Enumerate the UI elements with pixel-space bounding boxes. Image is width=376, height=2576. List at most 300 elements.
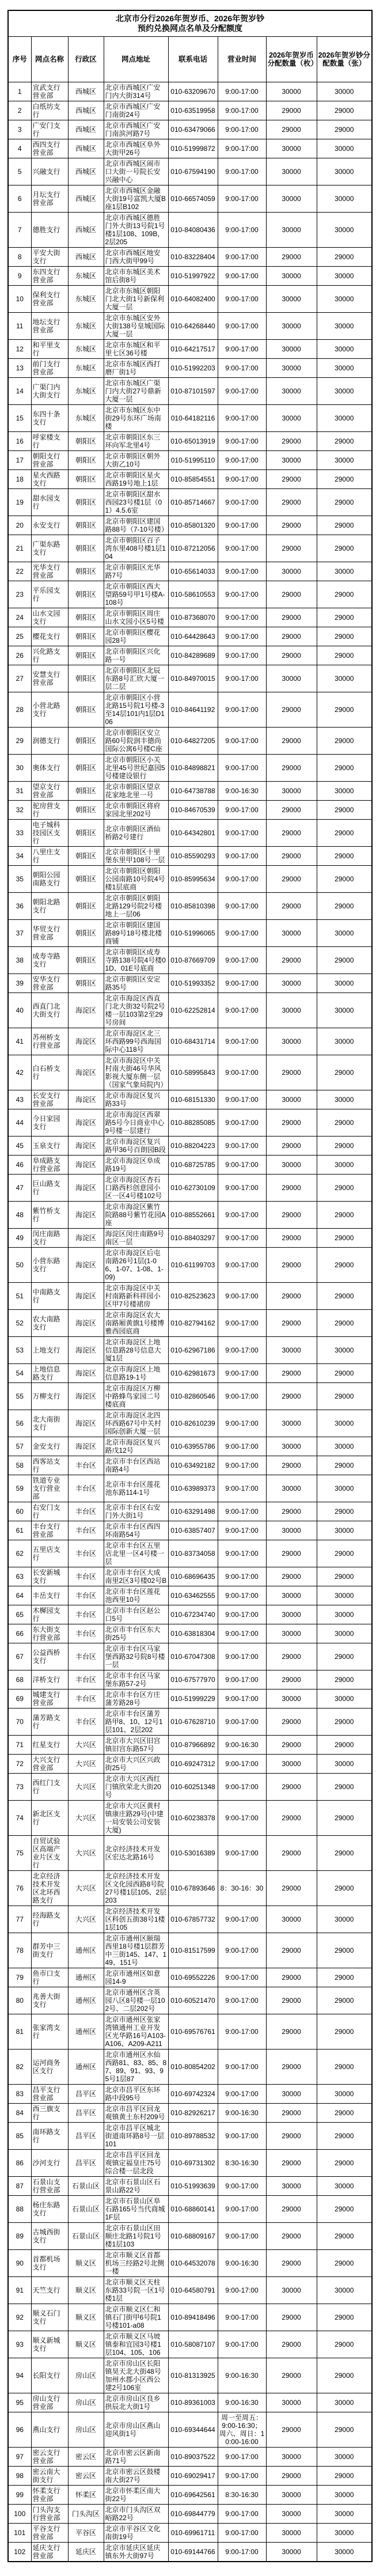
cell-hours: 9:00-17:00 [218, 1643, 266, 1670]
cell-hours: 9:00-17:00 [218, 2505, 266, 2524]
cell-coin-quota: 29000 [266, 1670, 317, 1689]
cell-district: 密云区 [68, 2448, 104, 2467]
cell-index: 93 [8, 2331, 31, 2358]
cell-hours: 9:00-17:00 [218, 101, 266, 120]
cell-index: 50 [8, 1248, 31, 1283]
cell-hours: 9:00-17:00 [218, 1624, 266, 1643]
cell-index: 36 [8, 893, 31, 920]
cell-note-quota: 30000 [317, 1337, 372, 1364]
cell-note-quota: 29000 [317, 516, 372, 535]
table-row [8, 1643, 372, 1670]
table-row [8, 158, 372, 185]
cell-address: 北京市通州区颐瑞西里18号楼1层群芳中三街145、147、149、151号 [104, 1933, 168, 1968]
cell-phone: 010-63209670 [168, 82, 218, 101]
table-row [8, 1137, 372, 1156]
cell-hours: 9:00-17:00 [218, 1310, 266, 1337]
cell-hours: 9:00-17:00 [218, 608, 266, 627]
cell-note-quota: 29000 [317, 248, 372, 267]
cell-index: 15 [8, 405, 31, 432]
cell-address: 北京市东城区西打磨厂街1号 [104, 359, 168, 378]
table-row [8, 139, 372, 158]
table-row [8, 286, 372, 313]
table-row [8, 820, 372, 847]
cell-hours: 9:00-17:00 [218, 1383, 266, 1410]
table-row [8, 1109, 372, 1137]
table-row [8, 1987, 372, 2014]
cell-coin-quota: 29000 [266, 1567, 317, 1586]
cell-note-quota: 29000 [317, 1801, 372, 1836]
cell-branch-name: 城建支行营业部 [31, 1689, 68, 1709]
cell-phone: 010-88285085 [168, 1109, 218, 1137]
table-row [8, 1337, 372, 1364]
cell-coin-quota: 30000 [266, 974, 317, 993]
cell-address: 北京市海淀区北三环西路99号西海国际中心118号 [104, 1028, 168, 1055]
cell-coin-quota: 30000 [266, 340, 317, 359]
cell-phone: 010-67594190 [168, 158, 218, 185]
cell-address: 北京市丰台区右安门外大街1号 [104, 1502, 168, 1521]
cell-address: 北京市东城区东中街29号东环广场南楼 [104, 405, 168, 432]
cell-index: 41 [8, 1028, 31, 1055]
cell-phone: 010-60521470 [168, 1987, 218, 2014]
cell-note-quota: 30000 [317, 2277, 372, 2304]
cell-phone: 010-68809167 [168, 2223, 218, 2250]
cell-note-quota: 29000 [317, 2150, 372, 2177]
table-row [8, 432, 372, 451]
cell-address: 北京市海淀区上地信息路19-1号 [104, 1364, 168, 1383]
cell-note-quota: 30000 [317, 2448, 372, 2467]
cell-hours: 9:00-17:00 [218, 267, 266, 286]
cell-hours: 9:00-16:30 [218, 1736, 266, 1755]
cell-index: 52 [8, 1310, 31, 1337]
table-row [8, 1624, 372, 1643]
branch-allocation-table [7, 10, 373, 2562]
table-row [8, 405, 372, 432]
cell-coin-quota: 29000 [266, 1968, 317, 1987]
cell-index: 22 [8, 562, 31, 581]
cell-hours: 9:00-16:30 [218, 782, 266, 801]
cell-hours: 9:00-17:00 [218, 562, 266, 581]
cell-index: 21 [8, 535, 31, 562]
cell-index: 95 [8, 2393, 31, 2412]
cell-note-quota: 30000 [317, 2505, 372, 2524]
cell-phone: 010-63818304 [168, 1624, 218, 1643]
cell-note-quota: 29000 [317, 1248, 372, 1283]
cell-note-quota: 30000 [317, 1689, 372, 1709]
cell-note-quota: 29000 [317, 1137, 372, 1156]
cell-district: 朝阳区 [68, 665, 104, 692]
cell-coin-quota: 29000 [266, 1643, 317, 1670]
cell-address: 北京市通州区含英园八区8号楼一层102号、二层202号 [104, 1987, 168, 2014]
cell-phone: 010-69344644 [168, 2412, 218, 2448]
cell-address: 北京市朝阳区小关北里45号世纪嘉园5号楼建设银行 [104, 755, 168, 782]
cell-coin-quota: 29000 [266, 516, 317, 535]
cell-branch-name: 首都机场支行 [31, 2250, 68, 2277]
cell-phone: 010-81313925 [168, 2358, 218, 2393]
cell-index: 66 [8, 1624, 31, 1643]
cell-phone: 010-81517599 [168, 1933, 218, 1968]
table-row [8, 82, 372, 101]
table-row [8, 1437, 372, 1456]
cell-address: 北京市延庆区延庆镇东外大街97号 [104, 2543, 168, 2562]
cell-district: 朝阳区 [68, 847, 104, 866]
cell-district: 丰台区 [68, 1502, 104, 1521]
cell-note-quota: 29000 [317, 1055, 372, 1090]
cell-index: 87 [8, 2177, 31, 2196]
cell-district: 朝阳区 [68, 820, 104, 847]
cell-district: 西城区 [68, 185, 104, 213]
cell-address: 北京经济技术开发区宏达北路16号 [104, 1836, 168, 1871]
cell-index: 60 [8, 1502, 31, 1521]
cell-hours: 9:00-17:00 [218, 1987, 266, 2014]
cell-note-quota: 30000 [317, 665, 372, 692]
cell-branch-name: 自贸试验区高端产业片区支行 [31, 1836, 68, 1871]
cell-index: 82 [8, 2050, 31, 2085]
cell-coin-quota: 29000 [266, 820, 317, 847]
cell-phone: 010-67047308 [168, 1643, 218, 1670]
cell-note-quota: 29000 [317, 2223, 372, 2250]
cell-coin-quota: 29000 [266, 728, 317, 755]
cell-phone: 010-89418496 [168, 2304, 218, 2331]
cell-phone: 010-53016389 [168, 1836, 218, 1871]
cell-hours: 9:00-17:00 [218, 581, 266, 608]
cell-note-quota: 29000 [317, 2123, 372, 2150]
cell-note-quota: 30000 [317, 2543, 372, 2562]
cell-coin-quota: 30000 [266, 359, 317, 378]
cell-index: 17 [8, 451, 31, 470]
cell-index: 27 [8, 665, 31, 692]
cell-note-quota: 29000 [317, 692, 372, 728]
cell-phone: 010-65614033 [168, 562, 218, 581]
cell-hours: 9:00-17:00 [218, 82, 266, 101]
cell-index: 23 [8, 581, 31, 608]
cell-branch-name: 巨山路支行 [31, 1175, 68, 1202]
cell-phone: 010-58610553 [168, 581, 218, 608]
cell-index: 84 [8, 2104, 31, 2123]
cell-district: 朝阳区 [68, 782, 104, 801]
cell-index: 67 [8, 1643, 31, 1670]
cell-note-quota: 30000 [317, 562, 372, 581]
table-row [8, 947, 372, 974]
cell-coin-quota: 30000 [266, 1521, 317, 1540]
cell-phone: 010-89361003 [168, 2393, 218, 2412]
table-row [8, 120, 372, 139]
cell-address: 北京市朝阳区百子湾东里408号楼1层104 [104, 535, 168, 562]
title-row [8, 10, 372, 37]
cell-address: 北京市朝阳区小营北路15号院1号楼-3至14层101内1层D106 [104, 692, 168, 728]
cell-hours: 9:00-17:00 [218, 1090, 266, 1109]
table-row [8, 1567, 372, 1586]
cell-branch-name: 地坛支行营业部 [31, 313, 68, 340]
table-row [8, 728, 372, 755]
cell-index: 48 [8, 1202, 31, 1229]
cell-branch-name: 永安支行 [31, 516, 68, 535]
cell-address: 北京市丰台区蒲芳路甲8、10、12号1层101、2层202 [104, 1709, 168, 1736]
table-row [8, 1283, 372, 1310]
cell-hours: 9:00-17:00 [218, 1437, 266, 1456]
cell-district: 海淀区 [68, 1364, 104, 1383]
cell-branch-name: 朝阳北路支行 [31, 893, 68, 920]
cell-index: 18 [8, 470, 31, 489]
cell-district: 丰台区 [68, 1605, 104, 1624]
cell-branch-name: 平谷支行营业部 [31, 2524, 68, 2543]
cell-hours: 9:00-17:00 [218, 1410, 266, 1437]
cell-note-quota: 29000 [317, 608, 372, 627]
cell-hours: 9:00-17:00 [218, 1137, 266, 1156]
cell-address: 北京市东城区安外大街138号皇城国际大厦一层 [104, 313, 168, 340]
cell-phone: 010-60251348 [168, 1774, 218, 1801]
cell-phone: 010-69247312 [168, 1755, 218, 1774]
cell-district: 朝阳区 [68, 692, 104, 728]
cell-hours: 9:00-17:00 [218, 1109, 266, 1137]
cell-coin-quota: 30000 [266, 1156, 317, 1175]
cell-branch-name: 安慧支行营业部 [31, 665, 68, 692]
cell-address: 北京市东城区朝阳门北大街1号新保利大厦一层 [104, 286, 168, 313]
cell-hours: 9:00-17:00 [218, 1229, 266, 1248]
cell-hours: 9:00-17:00 [218, 1586, 266, 1605]
cell-phone: 010-80854202 [168, 2050, 218, 2085]
cell-district: 石景山区 [68, 2177, 104, 2196]
cell-index: 61 [8, 1521, 31, 1540]
cell-address: 北京市朝阳区周庄山水文园小区5号楼 [104, 608, 168, 627]
cell-hours: 9:00-17:00 [218, 2448, 266, 2467]
cell-address: 北京市朝阳区安定路35号 [104, 974, 168, 993]
cell-note-quota: 29000 [317, 1968, 372, 1987]
cell-index: 45 [8, 1137, 31, 1156]
cell-address: 北京市顺义区首都机场三经路2号北侧一楼 [104, 2250, 168, 2277]
cell-phone: 010-89037522 [168, 2448, 218, 2467]
cell-address: 北京市密云区新南路71号 [104, 2448, 168, 2467]
cell-coin-quota: 29000 [266, 1202, 317, 1229]
cell-note-quota: 30000 [317, 2177, 372, 2196]
cell-branch-name: 木樨园支行 [31, 1605, 68, 1624]
cell-coin-quota: 29000 [266, 627, 317, 646]
cell-district: 昌平区 [68, 2150, 104, 2177]
cell-phone: 010-69731302 [168, 2150, 218, 2177]
cell-index: 8 [8, 248, 31, 267]
cell-branch-name: 前门支行营业部 [31, 359, 68, 378]
cell-hours: 9:00-17:00 [218, 451, 266, 470]
cell-hours: 9:00-17:00 [218, 1906, 266, 1933]
cell-district: 大兴区 [68, 1871, 104, 1906]
cell-phone: 010-61199703 [168, 1248, 218, 1283]
cell-index: 31 [8, 782, 31, 801]
cell-hours: 9:00-17:00 [218, 627, 266, 646]
cell-note-quota: 30000 [317, 340, 372, 359]
cell-district: 西城区 [68, 213, 104, 248]
cell-note-quota: 30000 [317, 2524, 372, 2543]
cell-phone: 010-69742324 [168, 2085, 218, 2104]
cell-hours: 周一至周五：9:00-16:30；周六、周日：10:00-16:00 [218, 2412, 266, 2448]
cell-phone: 010-87368070 [168, 608, 218, 627]
cell-note-quota: 30000 [317, 1410, 372, 1437]
cell-branch-name: 西四支行营业部 [31, 139, 68, 158]
cell-address: 北京市海淀区上地信息路28号信息大厦1层 [104, 1337, 168, 1364]
cell-district: 大兴区 [68, 1774, 104, 1801]
cell-phone: 010-69576761 [168, 2014, 218, 2050]
cell-branch-name: 昌平支行营业部 [31, 2085, 68, 2104]
table-row [8, 893, 372, 920]
cell-hours: 8：30-16：30 [218, 1871, 266, 1906]
cell-address: 北京市丰台区马家堡西路32号院8号楼一层 [104, 1643, 168, 1670]
cell-phone: 010-69552226 [168, 1968, 218, 1987]
cell-address: 北京市顺义区仁和镇石门街甲6号院1号楼101-a08 [104, 2304, 168, 2331]
cell-phone: 010-83228404 [168, 248, 218, 267]
cell-hours: 9:00-17:00 [218, 2524, 266, 2543]
cell-branch-name: 光华支行营业部 [31, 562, 68, 581]
column-header-coin-quota: 2026年贺岁币分配数量（枚） [266, 37, 317, 82]
cell-phone: 010-69144766 [168, 2543, 218, 2562]
cell-branch-name: 呼家楼支行 [31, 432, 68, 451]
cell-district: 昌平区 [68, 2123, 104, 2150]
table-row [8, 248, 372, 267]
cell-branch-name: 西直门北大街支行 [31, 993, 68, 1028]
cell-note-quota: 29000 [317, 1871, 372, 1906]
cell-coin-quota: 30000 [266, 2448, 317, 2467]
cell-note-quota: 29000 [317, 2050, 372, 2085]
cell-branch-name: 蒲芳路支行 [31, 1709, 68, 1736]
cell-note-quota: 30000 [317, 993, 372, 1028]
cell-coin-quota: 30000 [266, 1689, 317, 1709]
cell-coin-quota: 30000 [266, 665, 317, 692]
cell-coin-quota: 29000 [266, 2196, 317, 2223]
cell-hours: 9:00-17:00 [218, 2014, 266, 2050]
cell-index: 51 [8, 1283, 31, 1310]
cell-district: 朝阳区 [68, 974, 104, 993]
cell-phone: 010-64268440 [168, 313, 218, 340]
table-row [8, 1755, 372, 1774]
cell-district: 西城区 [68, 139, 104, 158]
cell-branch-name: 德胜支行 [31, 213, 68, 248]
cell-address: 北京市朝阳区星火西路19号地上1层 [104, 470, 168, 489]
cell-hours: 9:00-17:00 [218, 2123, 266, 2150]
table-row [8, 535, 372, 562]
cell-phone: 010-63955786 [168, 1437, 218, 1456]
cell-note-quota: 30000 [317, 1090, 372, 1109]
cell-hours: 9:00-17:00 [218, 1801, 266, 1836]
cell-address: 北京市通州区张家湾镇通州工业开发区光华路16号A103-A106、A209-A211 [104, 2014, 168, 2050]
table-row [8, 1670, 372, 1689]
cell-district: 海淀区 [68, 1248, 104, 1283]
cell-district: 顺义区 [68, 2331, 104, 2358]
cell-note-quota: 29000 [317, 820, 372, 847]
page-title [8, 10, 372, 37]
cell-coin-quota: 30000 [266, 286, 317, 313]
table-row [8, 1502, 372, 1521]
cell-coin-quota: 29000 [266, 432, 317, 451]
cell-address: 北京市通州区如意园14-9 [104, 1968, 168, 1987]
cell-district: 海淀区 [68, 1283, 104, 1310]
cell-district: 房山区 [68, 2412, 104, 2448]
cell-branch-name: 朝阳支行营业部 [31, 451, 68, 470]
cell-district: 朝阳区 [68, 489, 104, 516]
table-row [8, 1836, 372, 1871]
cell-phone: 010-85810398 [168, 893, 218, 920]
cell-note-quota: 30000 [317, 2393, 372, 2412]
cell-address: 北京市海淀区中关村南路新科祥园小区甲7号楼裙房 [104, 1283, 168, 1310]
cell-index: 7 [8, 213, 31, 248]
cell-phone: 010-64827205 [168, 728, 218, 755]
cell-coin-quota: 29000 [266, 101, 317, 120]
cell-branch-name: 广安门支行 [31, 120, 68, 139]
cell-hours: 9:00-17:00 [218, 1364, 266, 1383]
cell-coin-quota: 30000 [266, 1586, 317, 1605]
cell-address: 北京市海淀区后屯南路26号1层(1-06、1-07、1-08、1-09) [104, 1248, 168, 1283]
cell-note-quota: 29000 [317, 101, 372, 120]
cell-district: 朝阳区 [68, 516, 104, 535]
cell-phone: 010-65013919 [168, 432, 218, 451]
cell-coin-quota: 30000 [266, 920, 317, 947]
cell-district: 丰台区 [68, 1521, 104, 1540]
cell-note-quota: 30000 [317, 1586, 372, 1605]
cell-coin-quota: 29000 [266, 2050, 317, 2085]
cell-district: 丰台区 [68, 1709, 104, 1736]
cell-phone: 010-85995634 [168, 866, 218, 893]
table-row [8, 2543, 372, 2562]
cell-coin-quota: 30000 [266, 1605, 317, 1624]
cell-hours: 9:00-17:00 [218, 1337, 266, 1364]
cell-phone: 010-68696435 [168, 1567, 218, 1586]
cell-district: 朝阳区 [68, 581, 104, 608]
cell-note-quota: 29000 [317, 2196, 372, 2223]
cell-coin-quota: 29000 [266, 2223, 317, 2250]
cell-note-quota: 29000 [317, 1774, 372, 1801]
cell-branch-name: 顺义新城支行 [31, 2331, 68, 2358]
cell-coin-quota: 29000 [266, 1836, 317, 1871]
cell-coin-quota: 30000 [266, 1028, 317, 1055]
cell-coin-quota: 30000 [266, 2085, 317, 2104]
cell-address: 海淀区闵庄南路9号南区一层 [104, 1229, 168, 1248]
cell-branch-name: 洋桥支行 [31, 1670, 68, 1689]
cell-address: 北京市海淀区紫竹院路88号紫竹花园A座 [104, 1202, 168, 1229]
table-row [8, 2050, 372, 2085]
cell-phone: 010-64217517 [168, 340, 218, 359]
cell-index: 81 [8, 2014, 31, 2050]
cell-branch-name: 沙河支行 [31, 2150, 68, 2177]
cell-index: 73 [8, 1774, 31, 1801]
cell-index: 77 [8, 1906, 31, 1933]
table-row [8, 974, 372, 993]
cell-address: 北京市西城区德胜门外大街13号院1号楼1层108、109B，2层205 [104, 213, 168, 248]
cell-coin-quota: 30000 [266, 1090, 317, 1109]
cell-coin-quota: 29000 [266, 2304, 317, 2331]
cell-phone: 010-88403297 [168, 1229, 218, 1248]
cell-address: 北京市西城区广安门南街24号 [104, 101, 168, 120]
cell-address: 北京市昌平区东环路中段95号 [104, 2085, 168, 2104]
cell-district: 西城区 [68, 120, 104, 139]
cell-phone: 010-87669709 [168, 947, 218, 974]
cell-coin-quota: 29000 [266, 248, 317, 267]
cell-district: 东城区 [68, 286, 104, 313]
cell-branch-name: 月坛支行营业部 [31, 185, 68, 213]
cell-district: 通州区 [68, 1987, 104, 2014]
cell-branch-name: 广渠门内大街支行 [31, 378, 68, 405]
cell-address: 北京市朝阳区甜水西园23号楼1层（01）4.5.6室 [104, 489, 168, 516]
table-row [8, 1248, 372, 1283]
cell-coin-quota: 29000 [266, 847, 317, 866]
cell-index: 97 [8, 2448, 31, 2467]
table-row [8, 2223, 372, 2250]
cell-index: 54 [8, 1364, 31, 1383]
cell-hours: 8:30-16:30 [218, 2486, 266, 2505]
table-row [8, 2123, 372, 2150]
cell-phone: 010-51993352 [168, 974, 218, 993]
cell-index: 24 [8, 608, 31, 627]
cell-address: 北京市丰台区方庄蒲芳路28号 [104, 1689, 168, 1709]
cell-hours: 9:00-17:00 [218, 2177, 266, 2196]
cell-note-quota: 30000 [317, 920, 372, 947]
cell-hours: 9:00-17:00 [218, 158, 266, 185]
cell-note-quota: 30000 [317, 1521, 372, 1540]
